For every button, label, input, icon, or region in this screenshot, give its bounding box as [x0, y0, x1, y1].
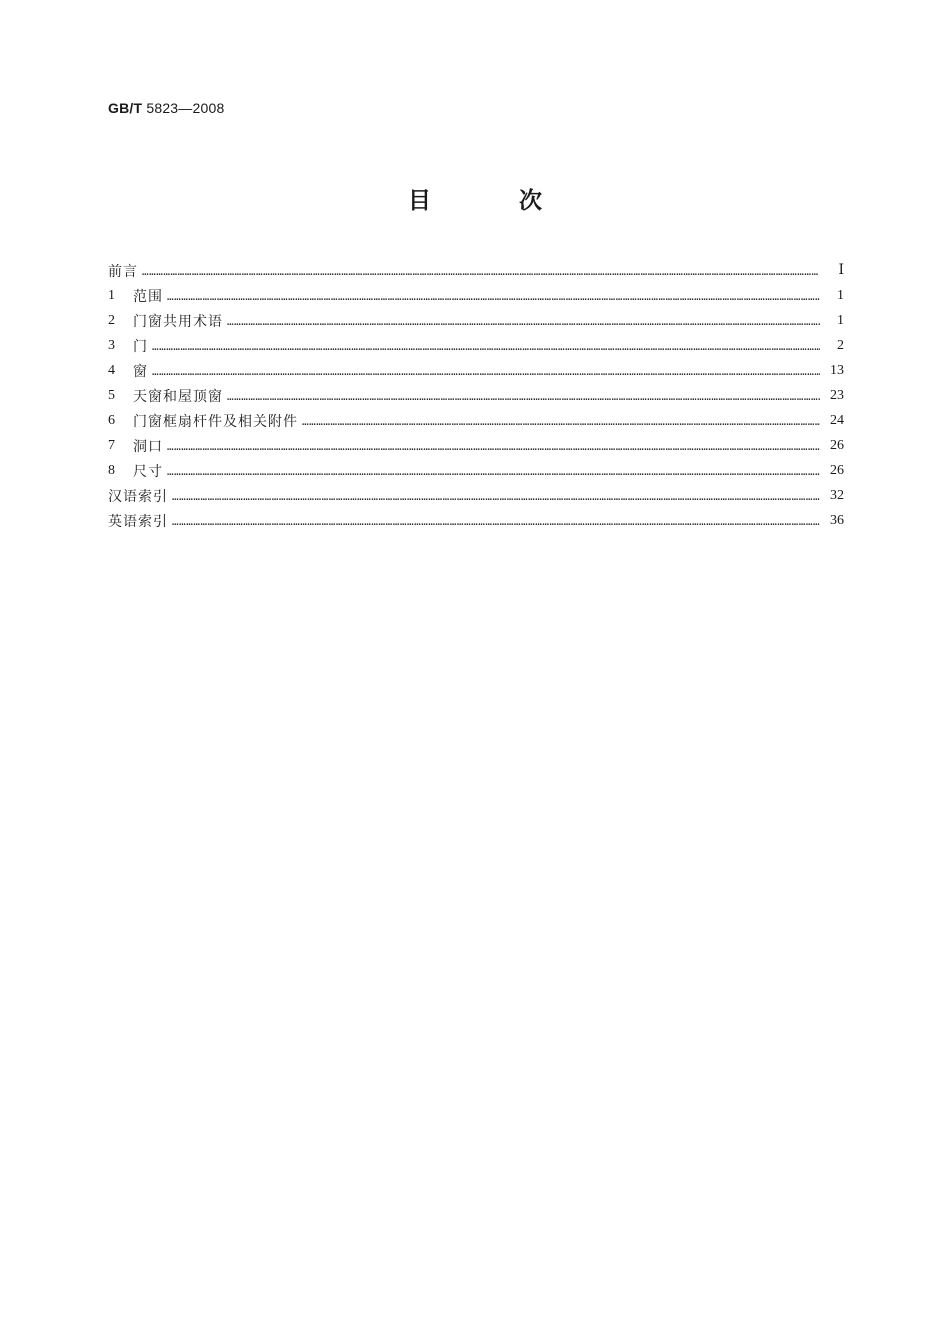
- toc-entry-page: 2: [837, 337, 844, 353]
- toc-entry-number: 7: [108, 437, 115, 453]
- toc-entry-5[interactable]: [108, 383, 844, 408]
- toc-leader-dots: [172, 489, 820, 505]
- toc-entry-label: 天窗和屋顶窗: [133, 388, 223, 405]
- toc-entry-english-index[interactable]: [108, 508, 844, 533]
- toc-entry-label: 洞口: [133, 438, 163, 455]
- toc-entry-8[interactable]: [108, 458, 844, 483]
- toc-entry-label: 范围: [133, 288, 163, 305]
- toc-entry-page: 23: [830, 387, 844, 403]
- toc-leader-dots: [227, 314, 820, 330]
- toc-entry-page: 1: [837, 312, 844, 328]
- toc-leader-dots: [167, 439, 820, 455]
- toc-entry-number: 5: [108, 387, 115, 403]
- toc-entry-preface[interactable]: [108, 258, 844, 283]
- toc-entry-page: 24: [830, 412, 844, 428]
- toc-entry-label: 门: [133, 338, 148, 355]
- toc-leader-dots: [227, 389, 820, 405]
- toc-entry-label: 尺寸: [133, 463, 163, 480]
- toc-leader-dots: [302, 414, 820, 430]
- toc-entry-number: 2: [108, 312, 115, 328]
- toc-entry-page: 13: [830, 362, 844, 378]
- standard-code: [108, 100, 224, 116]
- standard-code-prefix: GB/T: [108, 100, 143, 116]
- toc-leader-dots: [167, 289, 820, 305]
- toc-leader-dots: [142, 264, 820, 280]
- toc-entry-label: 前言: [108, 263, 138, 280]
- toc-entry-label: 门窗共用术语: [133, 313, 223, 330]
- toc-leader-dots: [172, 514, 820, 530]
- toc-entry-page: 32: [830, 487, 844, 503]
- toc-leader-dots: [167, 464, 820, 480]
- toc-entry-page: 1: [837, 287, 844, 303]
- table-of-contents: [108, 258, 844, 533]
- toc-entry-4[interactable]: [108, 358, 844, 383]
- toc-entry-number: 4: [108, 362, 115, 378]
- toc-entry-number: 1: [108, 287, 115, 303]
- toc-leader-dots: [152, 364, 820, 380]
- toc-entry-number: 3: [108, 337, 115, 353]
- toc-leader-dots: [152, 339, 820, 355]
- toc-entry-page: 26: [830, 437, 844, 453]
- toc-entry-page: 26: [830, 462, 844, 478]
- toc-entry-3[interactable]: [108, 333, 844, 358]
- toc-entry-label: 汉语索引: [108, 488, 168, 505]
- toc-entry-chinese-index[interactable]: [108, 483, 844, 508]
- toc-entry-page: 36: [830, 512, 844, 528]
- toc-entry-label: 英语索引: [108, 513, 168, 530]
- toc-entry-page: Ⅰ: [838, 263, 844, 278]
- standard-code-number: 5823—2008: [146, 100, 225, 116]
- toc-entry-label: 门窗框扇杆件及相关附件: [133, 413, 298, 430]
- toc-entry-7[interactable]: [108, 433, 844, 458]
- toc-entry-number: 6: [108, 412, 115, 428]
- toc-entry-label: 窗: [133, 363, 148, 380]
- toc-entry-6[interactable]: [108, 408, 844, 433]
- toc-entry-2[interactable]: [108, 308, 844, 333]
- toc-entry-1[interactable]: [108, 283, 844, 308]
- page-title: 目 次: [407, 188, 582, 214]
- toc-entry-number: 8: [108, 462, 115, 478]
